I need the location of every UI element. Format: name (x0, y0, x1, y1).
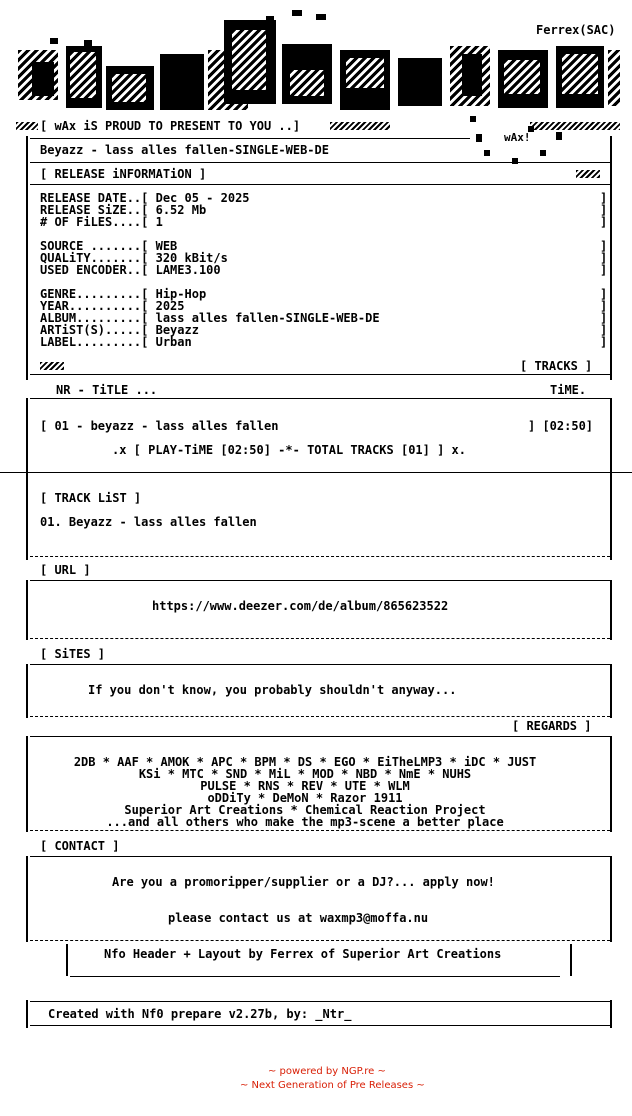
contact-heading: [ CONTACT ] (40, 839, 120, 853)
track-summary: .x [ PLAY-TiME [02:50] -*- TOTAL TRACKS [01] ] x. (112, 443, 467, 457)
info-line: ARTiST(S).....[ Beyazz (40, 323, 199, 337)
presents-line: [ wAx iS PROUD TO PRESENT TO YOU ..] (40, 119, 301, 133)
info-line: RELEASE DATE..[ Dec 05 - 2025 (40, 191, 250, 205)
regards-heading: [ REGARDS ] (512, 719, 592, 733)
track-list-item: 01. Beyazz - lass alles fallen (40, 515, 257, 529)
regards-block (30, 756, 580, 828)
info-line: GENRE.........[ Hip-Hop (40, 287, 207, 301)
layout-credit: Nfo Header + Layout by Ferrex of Superior Art Creations (104, 947, 502, 961)
url-heading: [ URL ] (40, 563, 91, 577)
contact-email: please contact us at waxmp3@moffa.nu (168, 911, 429, 925)
info-line: USED ENCODER..[ LAME3.100 (40, 263, 221, 277)
time-header: TiME. (550, 383, 587, 397)
release-title: Beyazz - lass alles fallen-SINGLE-WEB-DE (40, 143, 329, 157)
powered-by: ~ powered by NGP.re ~ (268, 1066, 386, 1077)
wax-tag: wAx! (504, 131, 531, 144)
regards-line: PULSE * RNS * REV * UTE * WLM (200, 779, 410, 793)
info-line: ALBUM.........[ lass alles fallen-SINGLE-WEB-DE (40, 311, 380, 325)
info-line: RELEASE SiZE..[ 6.52 Mb (40, 203, 207, 217)
next-generation: ~ Next Generation of Pre Releases ~ (240, 1080, 425, 1091)
info-line: SOURCE .......[ WEB (40, 239, 178, 253)
regards-line: oDDiTy * DeMoN * Razor 1911 (207, 791, 403, 805)
nr-title-header: NR - TiTLE ... (56, 383, 158, 397)
track-time: ] [02:50] (528, 419, 594, 433)
track-list-heading: [ TRACK LiST ] (40, 491, 142, 505)
author-tag: Ferrex(SAC) (536, 23, 616, 37)
waxmp3-logo (10, 10, 622, 120)
info-line: LABEL.........[ Urban (40, 335, 192, 349)
sites-text: If you don't know, you probably shouldn't anyway... (88, 683, 457, 697)
regards-line: ...and all others who make the mp3-scene a better place (106, 815, 504, 829)
regards-line: Superior Art Creations * Chemical Reaction Project (124, 803, 486, 817)
info-line: # OF FiLES....[ 1 (40, 215, 163, 229)
created-with: Created with Nf0 prepare v2.27b, by: _Ntr_ (48, 1007, 352, 1021)
track-line: [ 01 - beyazz - lass alles fallen (40, 419, 279, 433)
regards-line: KSi * MTC * SND * MiL * MOD * NBD * NmE * NUHS (138, 767, 472, 781)
release-info-heading: [ RELEASE iNFORMATiON ] (40, 167, 207, 181)
info-line: YEAR..........[ 2025 (40, 299, 185, 313)
regards-line: 2DB * AAF * AMOK * APC * BPM * DS * EGO * EiTheLMP3 * iDC * JUST (73, 755, 537, 769)
info-line: QUALiTY.......[ 320 kBit/s (40, 251, 228, 265)
contact-apply: Are you a promoripper/supplier or a DJ?... apply now! (112, 875, 495, 889)
tracks-label: [ TRACKS ] (520, 359, 593, 373)
sites-heading: [ SiTES ] (40, 647, 106, 661)
album-url-link[interactable]: https://www.deezer.com/de/album/865623522 (152, 599, 449, 613)
